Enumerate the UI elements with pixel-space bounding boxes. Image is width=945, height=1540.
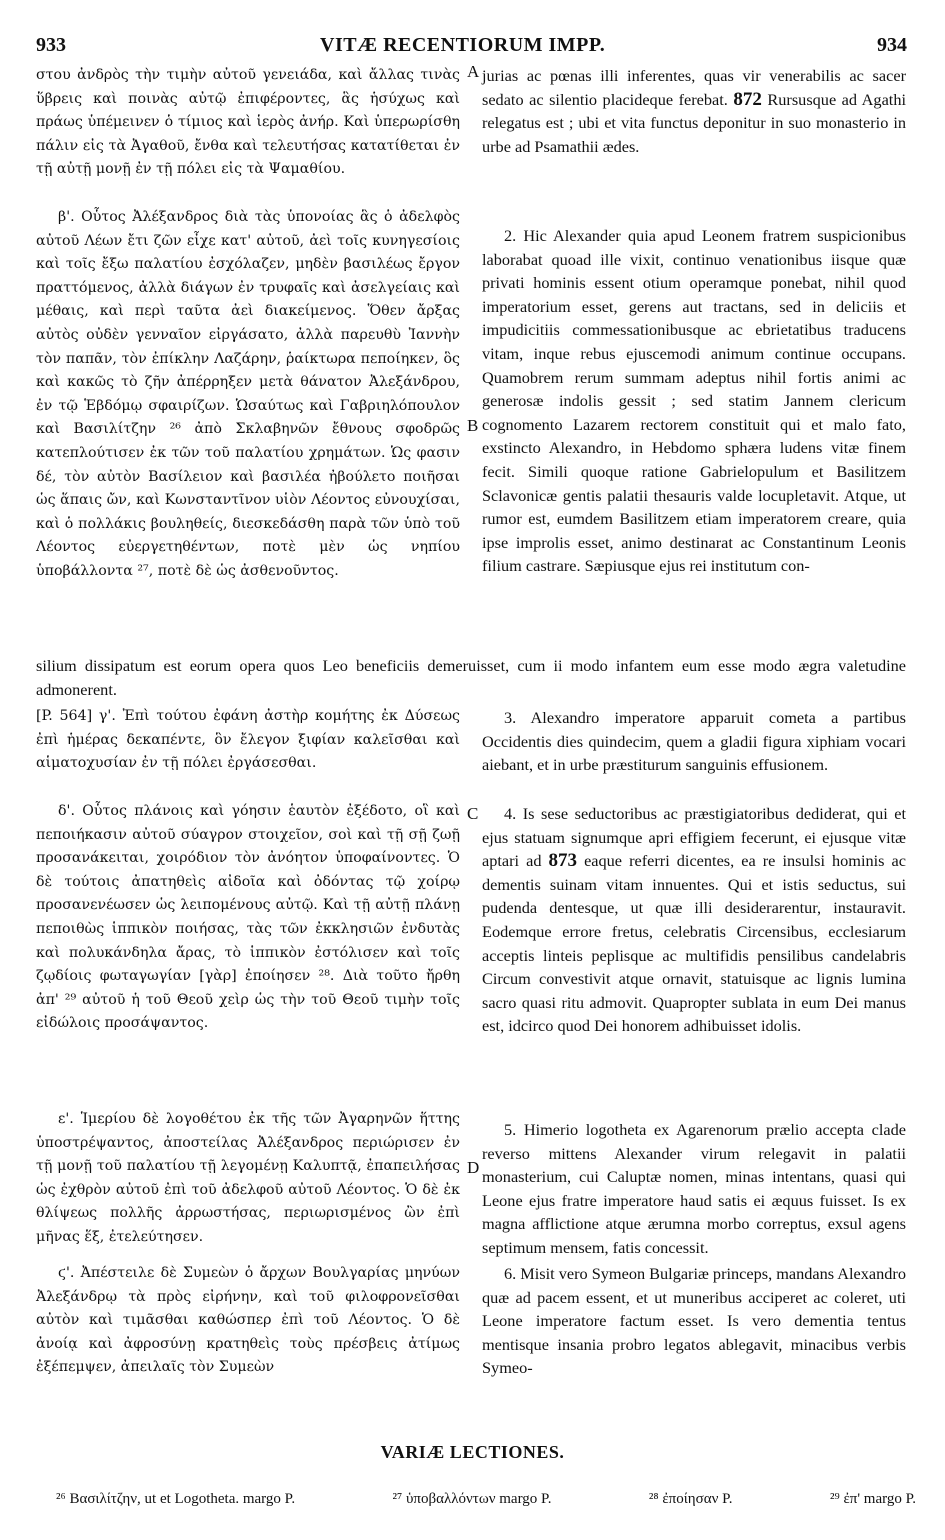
running-title: VITÆ RECENTIORUM IMPP. [320, 34, 606, 56]
greek-section-1 [36, 64, 460, 182]
margin-letter-d: D [467, 1158, 480, 1177]
latin-section-2 [482, 224, 906, 578]
variae-lectiones-heading: VARIÆ LECTIONES. [380, 1442, 565, 1462]
greek-section-4 [36, 800, 460, 1036]
page-marker-873: 873 [548, 850, 578, 872]
footnote-28: ²⁸ ἐποίησαν P. [648, 1491, 733, 1507]
greek-section-3 [36, 705, 460, 776]
greek-paragraph: [P. 564] γ'. Ἐπὶ τούτου ἐφάνη ἀστὴρ κομήτης ἐκ Δύσεως ἐπὶ ἡμέρας δεκαπέντε, ὃν ἔλεγον ξιφίαν καλεῖσθαι καὶ αἱματοχυσίαν ἐν τῇ πόλει ἐργάσεσθαι. [36, 708, 460, 772]
latin-section-5 [482, 1118, 906, 1260]
latin-paragraph: 3. Alexandro imperatore apparuit cometa a partibus Occidentis dies quindecim, quem a gladii figura xiphiam vocari aiebant, et in urbe præstiturum sanguinis effusionem. [482, 708, 906, 775]
page-number-right: 934 [877, 34, 907, 56]
latin-paragraph [482, 64, 906, 158]
footnote-29: ²⁹ ἐπ' margo P. [829, 1491, 916, 1507]
latin-section-1 [482, 64, 906, 158]
latin-text: 4. Is sese seductoribus ac præstigiatoribus dediderat, qui et ejus statuam signumque apri effigiem fecerunt, ei ejusque vitæ aptari ad [482, 804, 906, 871]
latin-paragraph: 6. Misit vero Symeon Bulgariæ princeps, mandans Alexandro quæ ad pacem essent, et ut muneribus acciperet ac coleret, uti Leone imperatore factum esset. Is vero dementia tentus mentisque insania probro legatos ablegavit, minacibus verbis Symeo- [482, 1264, 906, 1378]
greek-paragraph: β'. Οὗτος Ἀλέξανδρος διὰ τὰς ὑπονοίας ἃς ὁ ἀδελφὸς αὐτοῦ Λέων ἔτι ζῶν εἶχε κατ' αὐτοῦ, ἀεὶ τοῖς κυνηγεσίοις καὶ τοῖς ἔξω παλατίου ἐσχόλαζεν, μηδὲν βασιλέως ἔργον πραττόμενος, ἀλλὰ διάγων ἐν τρυφαῖς καὶ ἀσελγείαις καὶ μέθαις, καὶ περὶ ταῦτα ἀεὶ διακείμενος. Ὅθεν ἄρξας αὐτὸς οὐδὲν γενναῖον εἰργάσατο, ἀλλὰ παρευθὺ Ἰαννὴν τὸν παπᾶν, τὸν ἐπίκλην Λαζάρην, ῥαίκτωρα πεποίηκεν, ὃς καὶ κακῶς τὸ ζῆν ἀπέρρηξεν μετὰ θάνατον Ἀλεξάνδρου, ἐν τῷ Ἑβδόμῳ σφαιρίζων. Ὡσαύτως καὶ Γαβριηλόπουλον καὶ Βασιλίτζην ²⁶ ἀπὸ Σκλαβηνῶν ἔθνους σφοδρῶς κατεπλούτισεν ἐκ τῶν τοῦ παλατίου χρημάτων. Ὡς φασιν δέ, τὸν αὐτὸν Βασίλειον καὶ βασιλέα ἠβούλετο ποιῆσαι ὡς ἅπαις ὤν, καὶ Κωνσταντῖνον υἱὸν Λέοντος εὐνουχίσαι, καὶ ὁ πολλάκις βουληθείς, διεσκεδάσθη παρὰ τῶν ὑπὸ τοῦ Λέοντος εὐεργετηθέντων, ποτὲ μὲν ὡς νηπίου ὑποβάλλοντα ²⁷, ποτὲ δὲ ὡς ἀσθενοῦντος. [36, 209, 460, 579]
greek-paragraph: στου ἀνδρὸς τὴν τιμὴν αὐτοῦ γενειάδα, καὶ ἄλλας τινὰς ὕβρεις καὶ ποινὰς αὐτῷ ἐπιφέροντες, ἃς ἡσύχως καὶ πράως ὑπέμεινεν ὁ τίμιος καὶ ἱερὸς ἀνήρ. Καὶ ὑπερωρίσθη πάλιν εἰς τὰ Ἀγαθοῦ, ἔνθα καὶ τελευτήσας κατατίθεται ἐν τῇ αὐτῇ μονῇ ἐν τῇ πόλει εἰς τὰ Ψαμαθίου. [36, 67, 460, 178]
latin-section-6 [482, 1262, 906, 1380]
greek-paragraph: δ'. Οὗτος πλάνοις καὶ γόησιν ἑαυτὸν ἐξέδοτο, οἳ καὶ πεποιήκασιν αὐτοῦ σύαγρον στοιχεῖον, σοὶ καὶ τῇ σῇ ζωῇ προσανάκειται, χοιρόδιον τὸν ἀνόητον ὑποφαίνοντες. Ὁ δὲ τούτοις ἀπατηθεὶς αἰδοῖα καὶ ὀδόντας τῷ χοίρῳ προσανενέωσεν ὡς λειπομένους αὐτῷ. Καὶ τῇ αὐτῇ πλάνῃ πεποιθὼς ἱππικὸν ποιήσας, τὰς τῶν ἐκκλησιῶν ἐνδυτὰς καὶ πολυκάνδηλα ἄρας, τὸ ἱππικὸν ἐστόλισεν καὶ τοῖς ζῳδίοις φωταγωγίαν [γὰρ] ἐποίησεν ²⁸. Διὰ τοῦτο ἤρθη ἀπ' ²⁹ αὐτοῦ ἡ τοῦ Θεοῦ χεὶρ ὡς τὴν τοῦ Θεοῦ τιμὴν τοῖς εἰδώλοις προσάψαντος. [36, 803, 460, 1032]
margin-letter-a: A [467, 62, 480, 81]
margin-letter-c: C [467, 804, 479, 823]
full-width-continuation [36, 654, 906, 701]
variae-lectiones-notes [56, 1491, 916, 1508]
margin-letter-b: B [467, 416, 479, 435]
greek-section-5 [36, 1108, 460, 1250]
latin-paragraph: 2. Hic Alexander quia apud Leonem fratrem suspicionibus laborabat quoad ille vixit, continuo venationibus iisque quæ privati hominis essent otium operamque ponebat, nihil quod imperatorium esset, gerens aut tractans, sed in deliciis et impudicitiis commessationibusque ac ebrietatibus traducens vitam, inque rebus ejuscemodi animum continue occupans. Quamobrem rerum summam adeptus nihil fortis animi ac generosæ indolis gessit ; sed statim Jannem clericum cognomento Lazarem rectorem constituit qui et malo fato, exstincto Alexandro, in Hebdomo sphæra ludens vitæ finem fecit. Simili quoque ratione Gabrielopulum et Basilitzem Sclavonicæ gentis palatii thesauris valde locupletavit. Atque, ut rumor est, eumdem Basilitzem etiam imperatorem creare, quia ipse improlis esset, animo destinarat ac Constantinum Leonis filium castrare. Sæpiusque ejus rei institutum con- [482, 226, 906, 576]
greek-section-2 [36, 206, 460, 584]
latin-text: eaque referri dicentes, ea re insulsi hominis ac dementis suinam vitam innuentes. Qui et istis seductus, sui pudenda dentesque, ut quæ illi desiderarentur, instauravit. Eodemque errore fretus, celebratis Circensibus, ecclesiarum acceptis linteis peplisque ac multifidis pensilibus candelabris Circum convestivit atque ornavit, statuisque ac lignis lumina sacro quasi ritu admovit. Quapropter sublata in eum Dei manus est, idcirco quod Dei honorem adhibuisset idolis. [482, 851, 906, 1036]
page-marker-872: 872 [733, 88, 762, 110]
latin-section-4 [482, 802, 906, 1038]
footnote-26: ²⁶ Βασιλίτζην, ut et Logotheta. margo P. [56, 1491, 296, 1507]
latin-text: jurias ac pœnas illi inferentes, quas vir venerabilis ac sacer sedato ac silentio placideque ferebat. [482, 66, 906, 109]
greek-paragraph: ε'. Ἱμερίου δὲ λογοθέτου ἐκ τῆς τῶν Ἀγαρηνῶν ἥττης ὑποστρέψαντος, ἀποστείλας Ἀλέξανδρος περιώρισεν ἐν τῇ μονῇ τοῦ παλατίου τῇ λεγομένῃ Καλυπτᾷ, ἐπαπειλήσας ὡς ἐχθρὸν αὐτοῦ ἐπὶ τοῦ ἀδελφοῦ αὐτοῦ Λέοντος. Ὁ δὲ ἐκ θλίψεως πολλῆς ἀρρωστήσας, περιωρισμένος ὢν ἐπὶ μῆνας ἕξ, ἐτελεύτησεν. [36, 1111, 460, 1245]
latin-paragraph: 5. Himerio logotheta ex Agarenorum prælio accepta clade reverso mittens Alexander virum relegavit in palatii monasterium, cui Caluptæ nomen, minas intentans, quasi qui Leone ejus fratre imperatore haud satis ei æquus fuisset. Is ex magna afflictione atque ærumna morbo correptus, exsul agens septimum mensem, fatis concessit. [482, 1120, 906, 1257]
latin-text: Rursusque ad Agathi relegatus est ; ubi et vita functus deponitur in suo monasterio in urbe ad Psamathii ædes. [482, 89, 906, 156]
greek-paragraph: ϛ'. Ἀπέστειλε δὲ Συμεὼν ὁ ἄρχων Βουλγαρίας μηνύων Ἀλεξάνδρῳ τὰ πρὸς εἰρήνην, καὶ τοῦ φιλοφρονεῖσθαι αὐτὸν καὶ τιμᾶσθαι καθώσπερ ἐπὶ τοῦ Λέοντος. Ὁ δὲ ἀνοίᾳ καὶ ἀφροσύνῃ κρατηθεὶς τοὺς πρέσβεις ἀτίμως ἐξέπεμψεν, ἀπειλαῖς τὸν Συμεὼν [36, 1265, 460, 1376]
greek-section-6 [36, 1262, 460, 1380]
page-number-left: 933 [36, 34, 66, 56]
footnote-27: ²⁷ ὑποβαλλόντων margo P. [392, 1491, 552, 1507]
latin-paragraph [482, 802, 906, 1038]
latin-paragraph: silium dissipatum est eorum opera quos Leo beneficiis demeruisset, cum ii modo infantem eum esse modo ægra valetudine admonerent. [36, 656, 906, 699]
latin-section-3 [482, 706, 906, 777]
